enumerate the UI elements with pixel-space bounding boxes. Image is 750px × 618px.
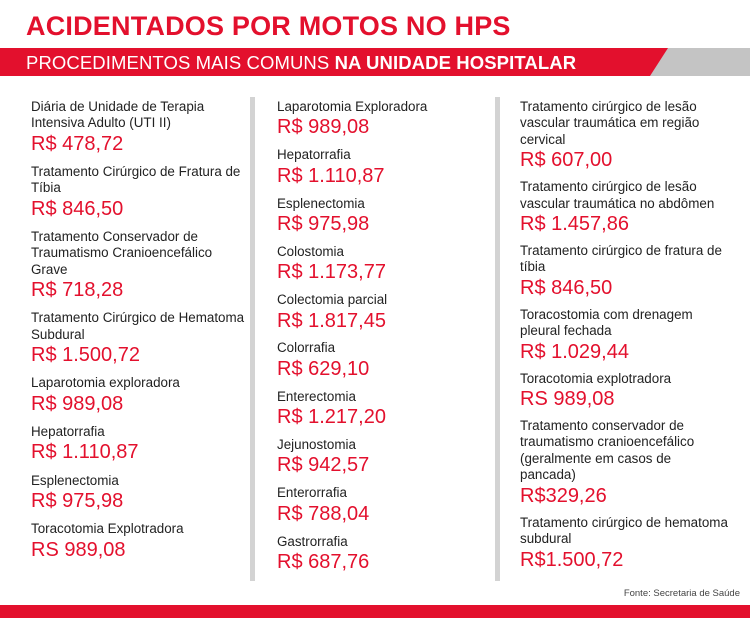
- procedure-name: Laparotomia exploradora: [31, 375, 180, 391]
- procedure-item: [277, 99, 492, 139]
- procedure-price: RS 989,08: [520, 388, 615, 411]
- procedure-name: Tratamento Cirúrgico de Hematoma Subdural: [31, 310, 245, 342]
- subtitle-bold: NA UNIDADE HOSPITALAR: [334, 52, 577, 73]
- procedure-name: Tratamento Conservador de Traumatismo Cranioencefálico Grave: [31, 229, 213, 277]
- procedure-price: R$ 989,08: [31, 392, 124, 415]
- procedure-price: R$ 1.029,44: [520, 340, 629, 363]
- procedure-name: Colorrafia: [277, 340, 336, 356]
- procedure-name: Tratamento conservador de traumatismo cranioencefálico (geralmente em casos de pancada): [520, 418, 695, 483]
- procedures-column-3: [520, 99, 730, 579]
- procedure-price: R$1.500,72: [520, 548, 624, 571]
- procedures-column-2: [277, 99, 492, 582]
- column-divider-2: [495, 97, 500, 581]
- procedure-item: [277, 196, 492, 236]
- procedure-item: [31, 99, 246, 156]
- procedure-name: Tratamento Cirúrgico de Fratura de Tíbia: [31, 164, 241, 196]
- procedure-item: [31, 375, 246, 415]
- procedure-price: R$ 1.457,86: [520, 213, 629, 236]
- procedure-item: [277, 292, 492, 332]
- procedure-name: Colostomia: [277, 243, 344, 259]
- subtitle: [26, 48, 576, 76]
- procedure-item: [31, 229, 246, 302]
- procedure-item: [31, 473, 246, 513]
- procedure-price: R$ 788,04: [277, 502, 370, 525]
- procedure-item: [31, 424, 246, 464]
- page-title: ACIDENTADOS POR MOTOS NO HPS: [26, 11, 511, 41]
- procedure-item: [277, 389, 492, 429]
- procedure-name: Esplenectomia: [31, 472, 119, 488]
- procedure-price: R$ 846,50: [520, 276, 613, 299]
- column-divider-1: [250, 97, 255, 581]
- procedure-item: [520, 371, 730, 411]
- procedure-item: [31, 164, 246, 221]
- procedure-name: Esplenectomia: [277, 195, 365, 211]
- procedure-price: R$ 478,72: [31, 132, 124, 155]
- procedure-item: [277, 340, 492, 380]
- procedure-price: R$ 607,00: [520, 149, 613, 172]
- procedure-item: [520, 515, 730, 572]
- procedure-price: R$ 718,28: [31, 279, 124, 302]
- procedure-price: R$ 1.173,77: [277, 261, 386, 284]
- procedure-name: Jejunostomia: [277, 437, 356, 453]
- procedure-item: [520, 307, 730, 364]
- procedure-name: Hepatorrafia: [31, 424, 105, 439]
- procedure-price: R$ 1.817,45: [277, 309, 386, 332]
- procedure-item: [520, 243, 730, 300]
- procedure-item: [277, 437, 492, 477]
- procedure-name: Tratamento cirúrgico de lesão vascular traumática no abdômen: [520, 179, 715, 211]
- procedure-name: Tratamento cirúrgico de fratura de tíbia: [520, 243, 722, 275]
- procedure-item: [520, 99, 730, 172]
- procedure-price: R$ 1.217,20: [277, 406, 386, 429]
- subtitle-regular: PROCEDIMENTOS MAIS COMUNS: [26, 52, 335, 73]
- procedure-name: Toracostomia com drenagem pleural fechada: [520, 306, 693, 339]
- procedure-item: [31, 521, 246, 561]
- procedure-price: R$ 687,76: [277, 551, 370, 574]
- bottom-accent-bar: [0, 605, 750, 618]
- procedures-column-1: [31, 99, 246, 570]
- procedure-price: R$ 1.500,72: [31, 344, 140, 367]
- procedure-name: Enterectomia: [277, 388, 356, 404]
- procedure-name: Toracotomia Explotradora: [31, 521, 184, 537]
- procedure-price: R$ 975,98: [277, 213, 370, 235]
- procedure-price: RS 989,08: [31, 538, 126, 561]
- procedure-item: [31, 310, 246, 367]
- procedure-name: Enterorrafia: [277, 485, 347, 501]
- procedure-name: Diária de Unidade de Terapia Intensiva Adulto (UTI II): [31, 99, 205, 131]
- procedure-price: R$ 1.110,87: [277, 164, 385, 187]
- procedure-item: [277, 534, 492, 574]
- procedure-item: [520, 418, 730, 508]
- procedure-price: R$ 942,57: [277, 454, 370, 477]
- procedure-price: R$ 975,98: [31, 490, 124, 512]
- procedure-name: Tratamento cirúrgico de hematoma subdural: [520, 514, 728, 547]
- procedure-name: Hepatorrafia: [277, 147, 351, 163]
- procedure-name: Laparotomia Exploradora: [277, 99, 428, 114]
- procedure-name: Tratamento cirúrgico de lesão vascular traumática em região cervical: [520, 99, 700, 147]
- procedure-price: R$329,26: [520, 484, 607, 507]
- procedure-price: R$ 629,10: [277, 357, 370, 380]
- procedure-price: R$ 1.110,87: [31, 441, 139, 464]
- procedure-name: Gastrorrafia: [277, 533, 348, 549]
- procedure-item: [277, 244, 492, 284]
- procedure-item: [520, 179, 730, 236]
- procedure-item: [277, 485, 492, 525]
- procedure-name: Colectomia parcial: [277, 292, 388, 308]
- procedure-item: [277, 147, 492, 187]
- procedure-name: Toracotomia explotradora: [520, 370, 672, 386]
- procedure-price: R$ 989,08: [277, 116, 370, 139]
- source-note: Fonte: Secretaria de Saúde: [623, 588, 740, 599]
- procedure-price: R$ 846,50: [31, 197, 124, 220]
